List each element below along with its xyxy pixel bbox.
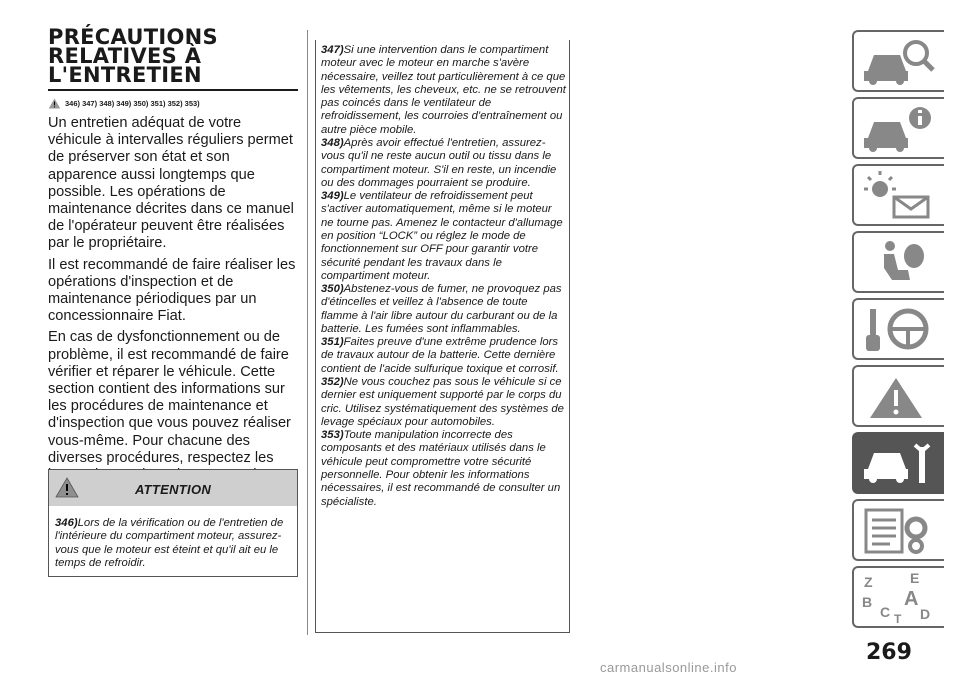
tab-starting-driving[interactable] <box>852 298 944 360</box>
attention-item: 351)Faites preuve d'une extrême prudence lors de travaux autour de la batterie. Cette dernière contient de l'acide sulfurique toxique et corrosif. <box>321 336 559 375</box>
attention-header <box>49 470 297 506</box>
attention-box-continued <box>315 40 570 633</box>
specifications-list-icon <box>860 506 938 556</box>
airbag-seat-icon <box>860 238 938 288</box>
attention-item: 349)Le ventilateur de refroidissement peut s'activer automatiquement, même si le moteur ne tourne pas. Amenez le contacteur d'allumage en position “LOCK” ou réglez le mode de fonctionnement sur OFF pour garantir votre sécurité pendant les travaux dans le compartiment moteur. <box>321 190 563 282</box>
chapter-tabs <box>852 30 944 633</box>
paragraph: Il est recommandé de faire réaliser les opérations d'inspection et de maintenance périodiques par un concessionnaire Fiat. <box>48 256 296 325</box>
tab-maintenance[interactable] <box>852 432 944 494</box>
page-title: PRÉCAUTIONS RELATIVES À L'ENTRETIEN <box>48 25 218 87</box>
alphabetical-index-icon <box>860 573 938 623</box>
car-wrench-icon <box>860 439 938 489</box>
paragraph: Un entretien adéquat de votre véhicule à intervalles réguliers permet de préserver son état et son apparence aussi longtemps que possible. Les opérations de maintenance décrites dans ce manuel de l'opérateur peuvent être réalisées par le propriétaire. <box>48 115 294 252</box>
attention-title: ATTENTION <box>134 482 212 497</box>
car-search-icon <box>860 37 938 87</box>
index-letter: D <box>920 606 931 622</box>
warning-light-message-icon <box>860 171 938 221</box>
left-column <box>48 25 298 488</box>
tab-emergency[interactable] <box>852 365 944 427</box>
key-steering-wheel-icon <box>860 305 938 355</box>
index-letter: E <box>910 573 920 586</box>
paragraph: En cas de dysfonctionnement ou de problème, il est recommandé de faire vérifier et réparer le véhicule. Cette section contient des informations sur les procédures de maintenance et d'inspection que vous pouvez réaliser vous-même. Pour chacune des diverses procédures, respectez les <box>48 329 291 466</box>
tab-car-search[interactable] <box>852 30 944 92</box>
page-number: 269 <box>866 640 912 665</box>
index-letter: C <box>880 604 891 620</box>
tab-index[interactable] <box>852 566 944 628</box>
attention-item: 352)Ne vous couchez pas sous le véhicule si ce dernier est uniquement supporté par le corps du cric. Utilisez systématiquement des systèmes de levage spéciaux pour automobiles. <box>321 376 564 428</box>
index-letter: T <box>894 612 902 623</box>
attention-item: 348)Après avoir effectué l'entretien, assurez-vous qu'il ne reste aucun outil ou tissu dans le compartiment moteur. S'il en reste, un incendie ou des dommages pourraient se produire. <box>321 136 557 189</box>
warning-references: 346) 347) 348) 349) 350) 351) 352) 353) <box>48 98 298 109</box>
tab-safety[interactable] <box>852 231 944 293</box>
index-letter: B <box>862 594 873 610</box>
car-info-icon <box>860 104 938 154</box>
column-divider <box>307 30 308 635</box>
attention-item: 346)Lors de la vérification ou de l'entretien de l'intérieure du compartiment moteur, assurez-vous que le moteur est éteint et qu'il ait eu le temps de refroidir. <box>55 517 284 569</box>
attention-item: 353)Toute manipulation incorrecte des composants et des matériaux utilisés dans le véhicule peut compromettre votre sécurité personnelle. Pour obtenir les informations nécessaires, il est recommandé de consulter un spécialiste. <box>321 429 561 508</box>
index-letter: Z <box>864 574 873 590</box>
attention-item: 347)Si une intervention dans le compartiment moteur avec le moteur en marche s'avère nécessaire, veillez tout particulièrement à ce que les vêtements, les cheveux, etc. ne se retrouvent pas coincés dans le ventilateur de refroidissement, les courroies d'entraînement ou autre pièce mobile. <box>321 44 566 136</box>
attention-box <box>48 469 298 577</box>
title-rule <box>48 89 298 91</box>
intro-text <box>48 115 298 484</box>
tab-warning-lights[interactable] <box>852 164 944 226</box>
warning-triangle-icon <box>48 98 61 109</box>
tab-specifications[interactable] <box>852 499 944 561</box>
tab-car-info[interactable] <box>852 97 944 159</box>
index-letter: A <box>904 588 919 610</box>
attention-item: 350)Abstenez-vous de fumer, ne provoquez pas d'étincelles et veillez à l'absence de toute flamme à l'air libre autour du carburant ou de la batterie. Les fumées sont inflammables. <box>321 283 562 335</box>
road-hazard-icon <box>860 372 938 422</box>
watermark: carmanualsonline.info <box>600 660 737 675</box>
